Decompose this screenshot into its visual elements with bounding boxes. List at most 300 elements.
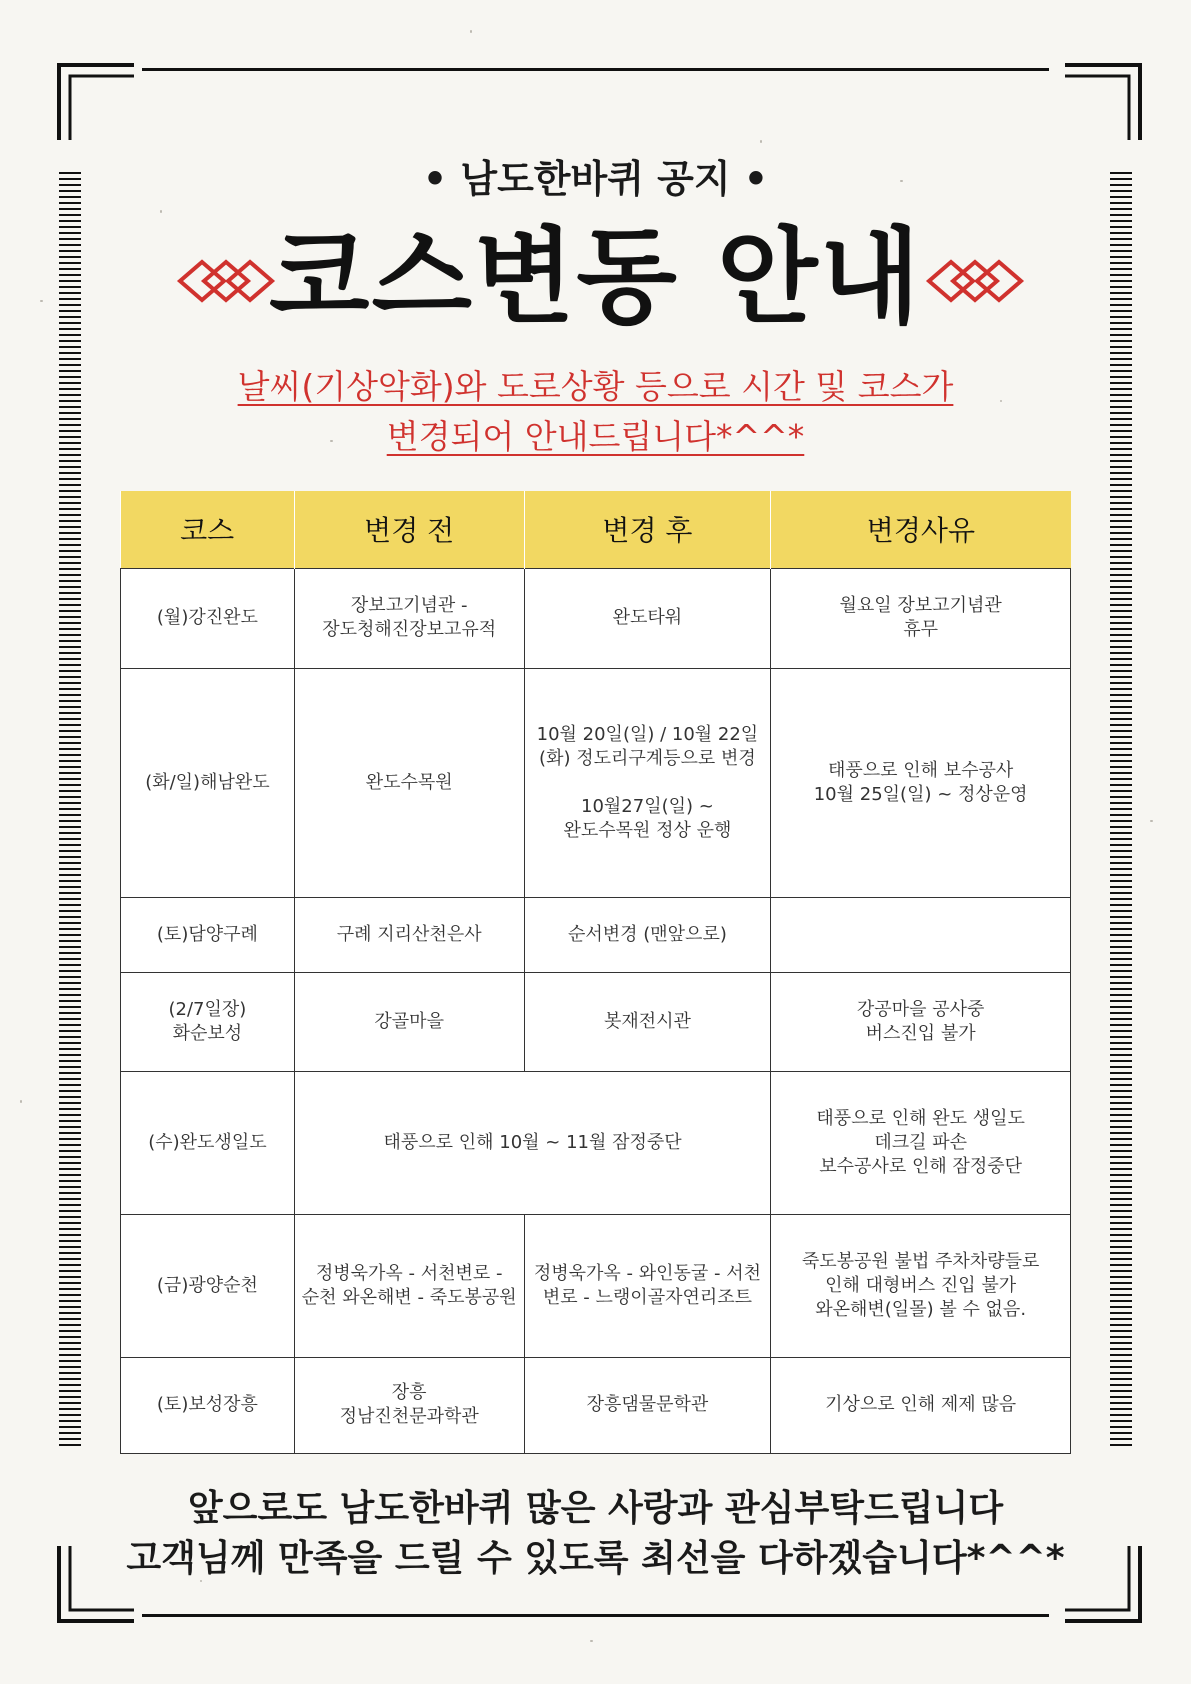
frame-stripe xyxy=(1110,640,1132,642)
frame-stripe xyxy=(59,1240,81,1242)
frame-stripe xyxy=(59,856,81,858)
cell-before: 정병욱가옥 - 서천변로 - 순천 와온해변 - 죽도봉공원 xyxy=(294,1214,524,1357)
frame-stripe xyxy=(59,862,81,864)
frame-stripe xyxy=(59,508,81,510)
frame-stripe xyxy=(1110,676,1132,678)
frame-stripe xyxy=(1110,922,1132,924)
frame-stripe xyxy=(1110,532,1132,534)
frame-stripe xyxy=(59,958,81,960)
cell-reason: 죽도봉공원 불법 주차차량들로 인해 대형버스 진입 불가 와온해변(일몰) 볼 수 없음. xyxy=(771,1214,1071,1357)
frame-stripe xyxy=(59,706,81,708)
closing-message xyxy=(0,1484,1191,1584)
frame-stripe xyxy=(1110,1000,1132,1002)
frame-stripe xyxy=(1110,1270,1132,1272)
table-row xyxy=(121,972,1071,1071)
frame-stripe xyxy=(59,478,81,480)
frame-stripe xyxy=(59,1396,81,1398)
frame-stripe xyxy=(1110,514,1132,516)
frame-stripe xyxy=(1110,1372,1132,1374)
frame-stripe xyxy=(59,598,81,600)
frame-stripe xyxy=(59,1054,81,1056)
frame-stripe xyxy=(1110,1078,1132,1080)
frame-stripe xyxy=(59,916,81,918)
frame-stripe xyxy=(1110,550,1132,552)
frame-stripe xyxy=(1110,886,1132,888)
frame-stripe xyxy=(59,502,81,504)
frame-stripe xyxy=(59,1012,81,1014)
cell-reason: 기상으로 인해 제제 많음 xyxy=(771,1357,1071,1453)
frame-stripe xyxy=(1110,580,1132,582)
frame-corner-top-left xyxy=(56,62,136,142)
frame-stripe xyxy=(1110,970,1132,972)
cell-before: 장흥 정남진천문과학관 xyxy=(294,1357,524,1453)
frame-stripe xyxy=(1110,208,1132,210)
frame-stripe xyxy=(1110,1444,1132,1446)
frame-stripe xyxy=(1110,1042,1132,1044)
cell-before: 강골마을 xyxy=(294,972,524,1071)
frame-stripe xyxy=(1110,1282,1132,1284)
frame-stripe xyxy=(1110,856,1132,858)
frame-stripe xyxy=(1110,730,1132,732)
cell-after: 정병욱가옥 - 와인동굴 - 서천 변로 - 느랭이골자연리조트 xyxy=(524,1214,771,1357)
frame-stripe xyxy=(59,1426,81,1428)
cell-after: 순서변경 (맨앞으로) xyxy=(524,897,771,972)
frame-stripe xyxy=(59,1114,81,1116)
frame-stripe xyxy=(59,808,81,810)
table-row xyxy=(121,568,1071,668)
frame-stripe xyxy=(1110,1066,1132,1068)
frame-stripe xyxy=(59,1402,81,1404)
frame-stripe xyxy=(1110,1438,1132,1440)
frame-stripe xyxy=(1110,544,1132,546)
frame-stripe xyxy=(1110,652,1132,654)
frame-stripe xyxy=(1110,946,1132,948)
frame-stripe xyxy=(1110,928,1132,930)
frame-stripe xyxy=(1110,1126,1132,1128)
frame-stripe xyxy=(1110,796,1132,798)
frame-stripe xyxy=(59,1018,81,1020)
frame-stripe xyxy=(59,622,81,624)
subtitle-line-2: 변경되어 안내드립니다*^^* xyxy=(386,417,805,456)
frame-stripe xyxy=(1110,598,1132,600)
frame-stripe xyxy=(1110,910,1132,912)
frame-stripe xyxy=(59,520,81,522)
frame-stripe xyxy=(59,484,81,486)
frame-stripe xyxy=(1110,1420,1132,1422)
frame-stripe xyxy=(59,1204,81,1206)
frame-stripe xyxy=(59,334,81,336)
frame-stripe xyxy=(59,604,81,606)
frame-stripe xyxy=(59,1234,81,1236)
table-row xyxy=(121,1357,1071,1453)
frame-stripe xyxy=(1110,724,1132,726)
frame-stripe xyxy=(59,1066,81,1068)
cell-course: (수)완도생일도 xyxy=(121,1071,295,1214)
frame-stripe xyxy=(59,994,81,996)
frame-stripe xyxy=(1110,1222,1132,1224)
frame-stripe xyxy=(59,1258,81,1260)
column-header-after: 변경 후 xyxy=(524,491,771,568)
frame-stripe xyxy=(59,982,81,984)
frame-stripe xyxy=(59,1276,81,1278)
frame-stripe xyxy=(1110,1198,1132,1200)
frame-stripe xyxy=(1110,820,1132,822)
frame-stripe xyxy=(1110,1426,1132,1428)
cell-reason: 월요일 장보고기념관 휴무 xyxy=(771,568,1071,668)
frame-stripe xyxy=(59,1252,81,1254)
frame-stripe xyxy=(59,556,81,558)
frame-stripe xyxy=(1110,1300,1132,1302)
frame-stripe xyxy=(1110,628,1132,630)
frame-stripe xyxy=(59,712,81,714)
frame-stripe xyxy=(59,340,81,342)
frame-stripe xyxy=(59,1384,81,1386)
cell-course: (화/일)해남완도 xyxy=(121,668,295,897)
frame-stripe xyxy=(59,1216,81,1218)
frame-stripe xyxy=(1110,718,1132,720)
frame-stripe xyxy=(59,496,81,498)
frame-stripe xyxy=(1110,562,1132,564)
frame-stripe xyxy=(1110,1408,1132,1410)
cell-course: (토)보성장흥 xyxy=(121,1357,295,1453)
frame-stripe xyxy=(1110,760,1132,762)
frame-stripe xyxy=(1110,742,1132,744)
frame-stripe xyxy=(59,1324,81,1326)
column-header-course: 코스 xyxy=(121,491,295,568)
frame-stripe xyxy=(59,346,81,348)
frame-stripe xyxy=(1110,658,1132,660)
frame-stripe xyxy=(59,1420,81,1422)
frame-stripe xyxy=(1110,1096,1132,1098)
frame-stripe xyxy=(59,946,81,948)
frame-stripe xyxy=(1110,1414,1132,1416)
frame-stripe xyxy=(1110,958,1132,960)
frame-stripe xyxy=(59,1042,81,1044)
frame-stripe xyxy=(59,1180,81,1182)
frame-stripe xyxy=(59,514,81,516)
frame-stripe xyxy=(1110,1378,1132,1380)
frame-stripe xyxy=(59,652,81,654)
frame-stripe xyxy=(59,1126,81,1128)
frame-stripe xyxy=(1110,646,1132,648)
frame-stripe xyxy=(1110,1402,1132,1404)
frame-stripe xyxy=(59,1282,81,1284)
frame-stripe xyxy=(1110,766,1132,768)
frame-stripe xyxy=(59,1174,81,1176)
frame-stripe xyxy=(1110,472,1132,474)
frame-stripe xyxy=(1110,538,1132,540)
frame-stripe xyxy=(59,208,81,210)
course-change-table xyxy=(120,491,1071,1454)
frame-stripe xyxy=(59,676,81,678)
cell-after: 봇재전시관 xyxy=(524,972,771,1071)
frame-stripe xyxy=(59,964,81,966)
frame-stripe xyxy=(59,904,81,906)
frame-stripe xyxy=(1110,874,1132,876)
frame-stripe xyxy=(1110,1144,1132,1146)
frame-stripe xyxy=(59,1078,81,1080)
frame-stripe xyxy=(59,850,81,852)
frame-stripe xyxy=(1110,826,1132,828)
frame-stripe xyxy=(1110,1366,1132,1368)
page-title: 코스변동 안내 xyxy=(269,216,922,338)
frame-stripe xyxy=(1110,502,1132,504)
frame-stripe xyxy=(1110,1186,1132,1188)
frame-stripe xyxy=(59,988,81,990)
frame-stripe xyxy=(59,928,81,930)
frame-stripe xyxy=(59,718,81,720)
frame-stripe xyxy=(59,550,81,552)
frame-stripe xyxy=(59,532,81,534)
frame-stripe xyxy=(59,976,81,978)
frame-stripe xyxy=(59,892,81,894)
cell-before: 완도수목원 xyxy=(294,668,524,897)
frame-stripe xyxy=(1110,352,1132,354)
frame-stripe xyxy=(1110,1210,1132,1212)
frame-stripe xyxy=(59,1072,81,1074)
frame-stripe xyxy=(1110,1156,1132,1158)
frame-stripe xyxy=(59,796,81,798)
frame-stripe xyxy=(59,1300,81,1302)
frame-stripe xyxy=(59,778,81,780)
frame-stripe xyxy=(1110,622,1132,624)
column-header-reason: 변경사유 xyxy=(771,491,1071,568)
frame-stripe xyxy=(59,868,81,870)
frame-stripe xyxy=(1110,976,1132,978)
cell-after: 10월 20일(일) / 10월 22일 (화) 정도리구계등으로 변경 10월27일(일) ~ 완도수목원 정상 운행 xyxy=(524,668,771,897)
frame-stripe xyxy=(59,1444,81,1446)
frame-stripe xyxy=(1110,634,1132,636)
frame-stripe xyxy=(59,874,81,876)
frame-stripe xyxy=(59,628,81,630)
closing-line-1: 앞으로도 남도한바퀴 많은 사랑과 관심부탁드립니다 xyxy=(187,1488,1004,1529)
frame-stripe xyxy=(59,754,81,756)
frame-stripe xyxy=(1110,706,1132,708)
frame-stripe xyxy=(1110,1348,1132,1350)
frame-stripe xyxy=(1110,1114,1132,1116)
frame-stripe xyxy=(59,1084,81,1086)
frame-stripe xyxy=(59,1408,81,1410)
frame-stripe xyxy=(1110,1228,1132,1230)
frame-stripe xyxy=(1110,1336,1132,1338)
frame-stripe xyxy=(1110,1324,1132,1326)
frame-stripe xyxy=(59,1090,81,1092)
frame-stripe xyxy=(59,1330,81,1332)
frame-stripe xyxy=(1110,1204,1132,1206)
table-row xyxy=(121,1214,1071,1357)
frame-stripe xyxy=(59,1006,81,1008)
frame-stripe xyxy=(59,802,81,804)
frame-stripe xyxy=(1110,1102,1132,1104)
frame-stripe xyxy=(59,832,81,834)
frame-stripe xyxy=(1110,994,1132,996)
frame-stripe xyxy=(59,934,81,936)
frame-stripe xyxy=(59,772,81,774)
frame-stripe xyxy=(1110,1360,1132,1362)
frame-stripe xyxy=(59,592,81,594)
frame-stripe xyxy=(1110,1072,1132,1074)
frame-stripe xyxy=(1110,1132,1132,1134)
frame-stripe xyxy=(1110,808,1132,810)
frame-stripe xyxy=(1110,916,1132,918)
frame-stripe xyxy=(59,664,81,666)
frame-stripe xyxy=(1110,1018,1132,1020)
cell-merged-suspended: 태풍으로 인해 10월 ~ 11월 잠정중단 xyxy=(294,1071,770,1214)
cell-course: (금)광양순천 xyxy=(121,1214,295,1357)
frame-stripe xyxy=(1110,1234,1132,1236)
frame-stripe xyxy=(1110,1264,1132,1266)
frame-stripe xyxy=(1110,1354,1132,1356)
frame-stripe xyxy=(59,1366,81,1368)
frame-stripe xyxy=(1110,1432,1132,1434)
frame-stripe xyxy=(1110,1396,1132,1398)
frame-stripe xyxy=(59,352,81,354)
frame-stripe xyxy=(59,640,81,642)
frame-stripe xyxy=(59,736,81,738)
frame-stripe xyxy=(59,910,81,912)
frame-stripe xyxy=(59,1102,81,1104)
frame-stripe xyxy=(59,1162,81,1164)
frame-stripe xyxy=(59,538,81,540)
frame-stripe xyxy=(1110,892,1132,894)
frame-stripe xyxy=(1110,790,1132,792)
frame-stripe xyxy=(1110,490,1132,492)
frame-stripe xyxy=(59,586,81,588)
frame-stripe xyxy=(59,820,81,822)
frame-stripe xyxy=(1110,1294,1132,1296)
table-header-row xyxy=(121,491,1071,568)
frame-stripe xyxy=(59,568,81,570)
frame-stripe xyxy=(59,838,81,840)
frame-stripe xyxy=(1110,340,1132,342)
frame-stripe xyxy=(1110,1276,1132,1278)
frame-corner-top-right xyxy=(1063,62,1143,142)
frame-stripe xyxy=(1110,1120,1132,1122)
frame-stripe xyxy=(59,1000,81,1002)
frame-stripe xyxy=(59,748,81,750)
frame-stripe xyxy=(59,1378,81,1380)
frame-stripe xyxy=(59,1228,81,1230)
frame-stripe xyxy=(1110,1180,1132,1182)
frame-stripe xyxy=(59,1306,81,1308)
frame-stripe xyxy=(1110,1342,1132,1344)
notice-label: • 남도한바퀴 공지 • xyxy=(422,157,769,201)
frame-stripe xyxy=(59,1150,81,1152)
frame-stripe xyxy=(59,658,81,660)
frame-stripe xyxy=(59,1096,81,1098)
frame-stripe xyxy=(59,1192,81,1194)
frame-stripe xyxy=(59,766,81,768)
frame-stripe xyxy=(1110,880,1132,882)
frame-stripe xyxy=(1110,850,1132,852)
frame-stripe xyxy=(1110,1246,1132,1248)
frame-stripe xyxy=(1110,982,1132,984)
frame-stripe xyxy=(1110,754,1132,756)
frame-stripe xyxy=(59,1288,81,1290)
frame-stripe xyxy=(59,880,81,882)
frame-stripe xyxy=(59,646,81,648)
frame-stripe xyxy=(59,952,81,954)
frame-stripe xyxy=(1110,688,1132,690)
frame-stripe xyxy=(1110,682,1132,684)
frame-stripe xyxy=(1110,520,1132,522)
frame-stripe xyxy=(1110,1306,1132,1308)
frame-stripe xyxy=(1110,1192,1132,1194)
frame-stripe xyxy=(59,526,81,528)
frame-stripe xyxy=(59,1156,81,1158)
frame-stripe xyxy=(1110,358,1132,360)
frame-stripe xyxy=(59,1246,81,1248)
cell-reason: 태풍으로 인해 완도 생일도 데크길 파손 보수공사로 인해 잠정중단 xyxy=(771,1071,1071,1214)
frame-stripe xyxy=(1110,988,1132,990)
frame-stripe xyxy=(1110,616,1132,618)
frame-stripe xyxy=(1110,1036,1132,1038)
frame-stripe xyxy=(1110,1084,1132,1086)
frame-stripe xyxy=(59,1348,81,1350)
frame-stripe xyxy=(1110,778,1132,780)
frame-stripe xyxy=(1110,610,1132,612)
frame-stripe xyxy=(59,922,81,924)
frame-stripe xyxy=(59,580,81,582)
frame-stripe xyxy=(59,844,81,846)
frame-stripe xyxy=(1110,1048,1132,1050)
frame-stripe xyxy=(59,1168,81,1170)
frame-stripe xyxy=(1110,748,1132,750)
frame-stripe xyxy=(1110,604,1132,606)
frame-stripe xyxy=(59,1372,81,1374)
frame-stripe xyxy=(1110,772,1132,774)
subtitle-line-1: 날씨(기상악화)와 도로상황 등으로 시간 및 코스가 xyxy=(237,367,954,406)
frame-stripe xyxy=(1110,334,1132,336)
frame-stripe xyxy=(59,784,81,786)
frame-stripe xyxy=(1110,1318,1132,1320)
frame-stripe xyxy=(1110,508,1132,510)
frame-stripe xyxy=(59,730,81,732)
frame-stripe xyxy=(59,826,81,828)
frame-stripe xyxy=(1110,838,1132,840)
frame-stripe xyxy=(59,688,81,690)
frame-stripe xyxy=(59,1432,81,1434)
frame-stripe xyxy=(59,1108,81,1110)
frame-stripe xyxy=(1110,670,1132,672)
frame-stripe xyxy=(59,544,81,546)
frame-stripe xyxy=(1110,1138,1132,1140)
frame-stripe xyxy=(1110,934,1132,936)
frame-stripe xyxy=(59,670,81,672)
frame-stripe xyxy=(1110,1090,1132,1092)
frame-stripe xyxy=(59,358,81,360)
frame-stripe xyxy=(1110,1384,1132,1386)
cell-before: 장보고기념관 - 장도청해진장보고유적 xyxy=(294,568,524,668)
cell-reason: 강공마을 공사중 버스진입 불가 xyxy=(771,972,1071,1071)
frame-stripe xyxy=(1110,862,1132,864)
frame-stripe xyxy=(59,1264,81,1266)
frame-stripe xyxy=(1110,940,1132,942)
frame-stripe xyxy=(1110,1252,1132,1254)
frame-stripe xyxy=(59,1210,81,1212)
frame-stripe xyxy=(59,1354,81,1356)
frame-stripe xyxy=(59,1048,81,1050)
table-row xyxy=(121,1071,1071,1214)
frame-stripe xyxy=(1110,574,1132,576)
frame-stripe xyxy=(1110,694,1132,696)
frame-stripe xyxy=(1110,466,1132,468)
frame-stripe xyxy=(59,742,81,744)
frame-stripe xyxy=(1110,556,1132,558)
frame-stripe xyxy=(59,214,81,216)
frame-stripe xyxy=(59,466,81,468)
frame-stripe xyxy=(59,1120,81,1122)
